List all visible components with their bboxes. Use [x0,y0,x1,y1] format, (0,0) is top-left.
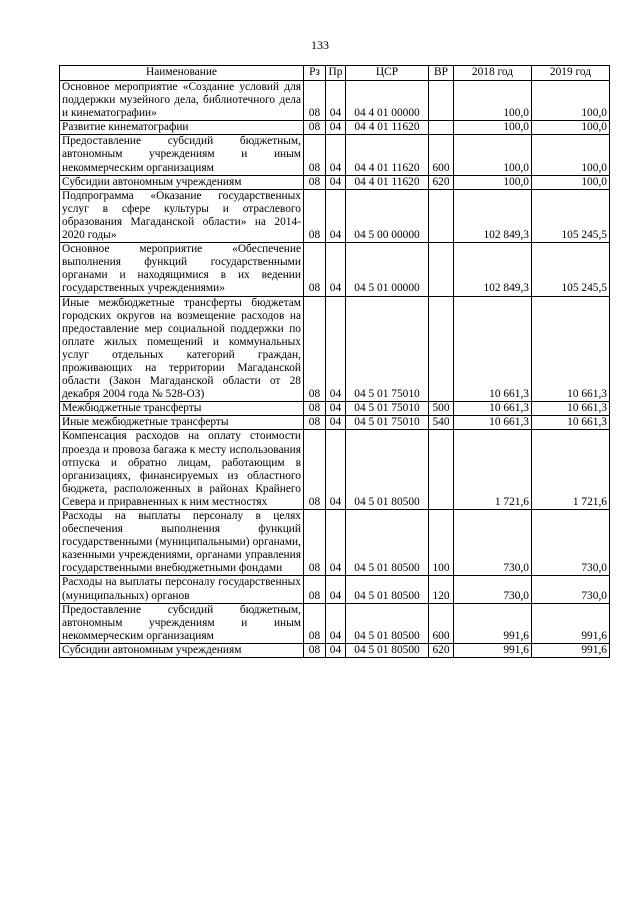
cell-2019: 105 245,5 [532,243,610,296]
cell-name: Развитие кинематографии [60,121,304,135]
cell-pr: 04 [326,576,346,603]
cell-2019: 100,0 [532,81,610,121]
cell-vr [429,296,454,402]
cell-pr: 04 [326,402,346,416]
header-2018: 2018 год [454,66,532,81]
cell-2018: 10 661,3 [454,416,532,430]
cell-pr: 04 [326,643,346,657]
cell-name: Иные межбюджетные трансферты [60,416,304,430]
cell-vr [429,189,454,242]
header-rz: Рз [304,66,326,81]
cell-pr: 04 [326,243,346,296]
budget-table [59,65,610,658]
cell-name: Компенсация расходов на оплату стоимости проезда и провоза багажа к месту использования отпуска и обратно лицам, работающим в организациях, финансируемых из областного бюджета, расположенных в районах Крайнего Севера и приравненных к ним местностях [60,430,304,510]
table-row [60,603,610,643]
header-pr: Пр [326,66,346,81]
cell-2019: 105 245,5 [532,189,610,242]
cell-csr: 04 5 01 80500 [346,576,429,603]
cell-csr: 04 5 01 75010 [346,402,429,416]
cell-name: Подпрограмма «Оказание государственных услуг в сфере культуры и отраслевого образования Магаданской области» на 2014-2020 годы» [60,189,304,242]
table-row [60,402,610,416]
cell-csr: 04 4 01 11620 [346,175,429,189]
cell-pr: 04 [326,121,346,135]
cell-vr: 540 [429,416,454,430]
cell-2018: 102 849,3 [454,243,532,296]
table-row [60,643,610,657]
table-row [60,175,610,189]
cell-2019: 10 661,3 [532,402,610,416]
cell-2018: 100,0 [454,135,532,175]
cell-rz: 08 [304,430,326,510]
table-body [60,81,610,658]
cell-csr: 04 5 01 80500 [346,643,429,657]
cell-vr: 600 [429,135,454,175]
cell-rz: 08 [304,135,326,175]
cell-2018: 1 721,6 [454,430,532,510]
cell-2019: 100,0 [532,175,610,189]
cell-rz: 08 [304,510,326,576]
cell-2018: 10 661,3 [454,296,532,402]
cell-pr: 04 [326,189,346,242]
cell-csr: 04 4 01 11620 [346,121,429,135]
table-row [60,135,610,175]
cell-rz: 08 [304,416,326,430]
cell-rz: 08 [304,576,326,603]
cell-vr: 620 [429,175,454,189]
table-row [60,416,610,430]
cell-vr: 620 [429,643,454,657]
cell-vr [429,243,454,296]
cell-rz: 08 [304,175,326,189]
cell-vr [429,81,454,121]
cell-2018: 100,0 [454,175,532,189]
table-row [60,576,610,603]
cell-vr [429,121,454,135]
header-vr: ВР [429,66,454,81]
cell-name: Расходы на выплаты персоналу государственных (муниципальных) органов [60,576,304,603]
cell-pr: 04 [326,416,346,430]
cell-csr: 04 5 01 80500 [346,510,429,576]
cell-2018: 100,0 [454,81,532,121]
cell-pr: 04 [326,135,346,175]
cell-2019: 730,0 [532,510,610,576]
cell-csr: 04 5 01 75010 [346,416,429,430]
header-2019: 2019 год [532,66,610,81]
cell-rz: 08 [304,402,326,416]
cell-csr: 04 5 01 00000 [346,243,429,296]
cell-rz: 08 [304,243,326,296]
header-name: Наименование [60,66,304,81]
cell-vr: 500 [429,402,454,416]
cell-2019: 10 661,3 [532,296,610,402]
table-row [60,189,610,242]
page-number: 133 [311,38,329,52]
cell-2018: 730,0 [454,510,532,576]
cell-2019: 991,6 [532,603,610,643]
cell-name: Субсидии автономным учреждениям [60,643,304,657]
cell-2019: 1 721,6 [532,430,610,510]
cell-csr: 04 5 01 80500 [346,603,429,643]
cell-name: Иные межбюджетные трансферты бюджетам городских округов на возмещение расходов на предоставление мер социальной поддержки по оплате жилых помещений и коммунальных услуг отдельных категорий граждан, проживающих на территории Магаданской области (Закон Магаданской области от 28 декабря 2004 года № 528-ОЗ) [60,296,304,402]
cell-2019: 100,0 [532,135,610,175]
cell-pr: 04 [326,81,346,121]
table-row [60,296,610,402]
table-header [60,66,610,81]
table-row [60,430,610,510]
cell-name: Субсидии автономным учреждениям [60,175,304,189]
cell-2019: 10 661,3 [532,416,610,430]
cell-vr [429,430,454,510]
cell-pr: 04 [326,175,346,189]
cell-vr: 600 [429,603,454,643]
table-row [60,121,610,135]
cell-2019: 991,6 [532,643,610,657]
cell-2019: 100,0 [532,121,610,135]
cell-csr: 04 4 01 11620 [346,135,429,175]
header-row [60,66,610,81]
cell-2018: 10 661,3 [454,402,532,416]
cell-pr: 04 [326,603,346,643]
cell-rz: 08 [304,189,326,242]
cell-name: Межбюджетные трансферты [60,402,304,416]
cell-rz: 08 [304,121,326,135]
cell-name: Расходы на выплаты персоналу в целях обеспечения выполнения функций государственными (муниципальными) органами, казенными учреждениями, органами управления государственными внебюджетными фондами [60,510,304,576]
cell-csr: 04 4 01 00000 [346,81,429,121]
cell-rz: 08 [304,81,326,121]
cell-csr: 04 5 00 00000 [346,189,429,242]
cell-vr: 100 [429,510,454,576]
cell-vr: 120 [429,576,454,603]
cell-pr: 04 [326,430,346,510]
cell-2018: 991,6 [454,643,532,657]
cell-2018: 100,0 [454,121,532,135]
table-row [60,510,610,576]
cell-name: Предоставление субсидий бюджетным, автономным учреждениям и иным некоммерческим организациям [60,603,304,643]
cell-pr: 04 [326,296,346,402]
cell-rz: 08 [304,296,326,402]
cell-csr: 04 5 01 80500 [346,430,429,510]
cell-csr: 04 5 01 75010 [346,296,429,402]
table-row [60,243,610,296]
cell-rz: 08 [304,643,326,657]
cell-pr: 04 [326,510,346,576]
cell-2018: 102 849,3 [454,189,532,242]
cell-name: Основное мероприятие «Создание условий для поддержки музейного дела, библиотечного дела и кинематографии» [60,81,304,121]
table-row [60,81,610,121]
cell-2018: 991,6 [454,603,532,643]
cell-rz: 08 [304,603,326,643]
header-csr: ЦСР [346,66,429,81]
cell-name: Основное мероприятие «Обеспечение выполнения функций государственными органами и находящимися в их ведении государственных учреждениями» [60,243,304,296]
cell-name: Предоставление субсидий бюджетным, автономным учреждениям и иным некоммерческим организациям [60,135,304,175]
cell-2019: 730,0 [532,576,610,603]
cell-2018: 730,0 [454,576,532,603]
